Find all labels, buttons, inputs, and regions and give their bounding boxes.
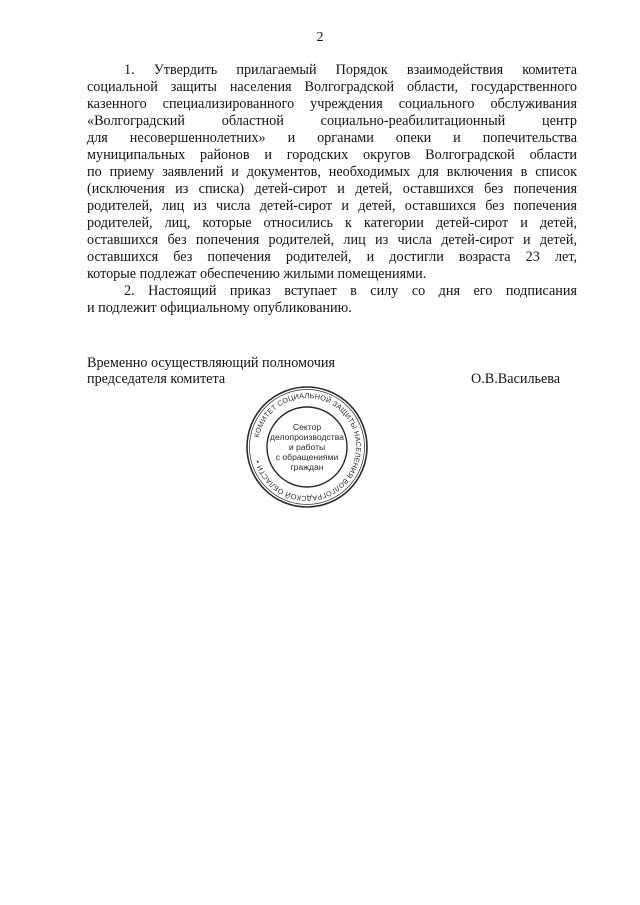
page-number: 2 bbox=[316, 30, 324, 45]
text-line: для несовершеннолетних» и органами опеки и попечительства bbox=[87, 130, 577, 146]
signer-name: О.В.Васильева bbox=[471, 371, 561, 387]
signer-position-continued: председателя комитета bbox=[87, 371, 226, 387]
stamp-center-line: Сектор bbox=[292, 422, 322, 432]
paragraph-2 bbox=[87, 283, 577, 317]
text-line: социальной защиты населения Волгоградской области, государственного bbox=[87, 79, 577, 95]
text-line: 1. Утвердить прилагаемый Порядок взаимодействия комитета bbox=[124, 62, 577, 78]
official-stamp bbox=[244, 384, 370, 510]
text-line: оставшихся без попечения родителей, и достигли возраста 23 лет, bbox=[87, 249, 577, 265]
text-line: и подлежит официальному опубликованию. bbox=[87, 300, 352, 316]
stamp-center-line: с обращениями bbox=[275, 452, 339, 462]
svg-text:КОМИТЕТ СОЦИАЛЬНОЙ ЗАЩИТЫ НАСЕ: КОМИТЕТ СОЦИАЛЬНОЙ ЗАЩИТЫ НАСЕЛЕНИЯ ВОЛГОГРАДСКОЙ ОБЛАСТИ • bbox=[251, 390, 364, 504]
text-line: казенного специализированного учреждения социального обслуживания bbox=[87, 96, 577, 112]
text-line: муниципальных районов и городских округов Волгоградской области bbox=[87, 147, 577, 163]
text-line: по приему заявлений и документов, необходимых для включения в список bbox=[87, 164, 577, 180]
text-line: «Волгоградский областной социально-реабилитационный центр bbox=[87, 113, 577, 129]
text-line: (исключения из списка) детей-сирот и детей, оставшихся без попечения bbox=[87, 181, 577, 197]
text-line: которые подлежат обеспечению жилыми помещениями. bbox=[87, 266, 427, 282]
text-line: родителей, лиц, которые относились к категории детей-сирот и детей, bbox=[87, 215, 577, 231]
stamp-center-line: делопроизводства bbox=[270, 432, 344, 442]
stamp-center-line: и работы bbox=[288, 442, 326, 452]
text-line: родителей, лиц из числа детей-сирот и детей, оставшихся без попечения bbox=[87, 198, 577, 214]
signer-position: Временно осуществляющий полномочия bbox=[87, 355, 336, 371]
paragraph-1 bbox=[87, 62, 577, 283]
text-line: оставшихся без попечения родителей, лиц из числа детей-сирот и детей, bbox=[87, 232, 577, 248]
stamp-center-line: граждан bbox=[290, 462, 324, 472]
text-line: 2. Настоящий приказ вступает в силу со дня его подписания bbox=[124, 283, 577, 299]
document-body bbox=[87, 62, 577, 317]
